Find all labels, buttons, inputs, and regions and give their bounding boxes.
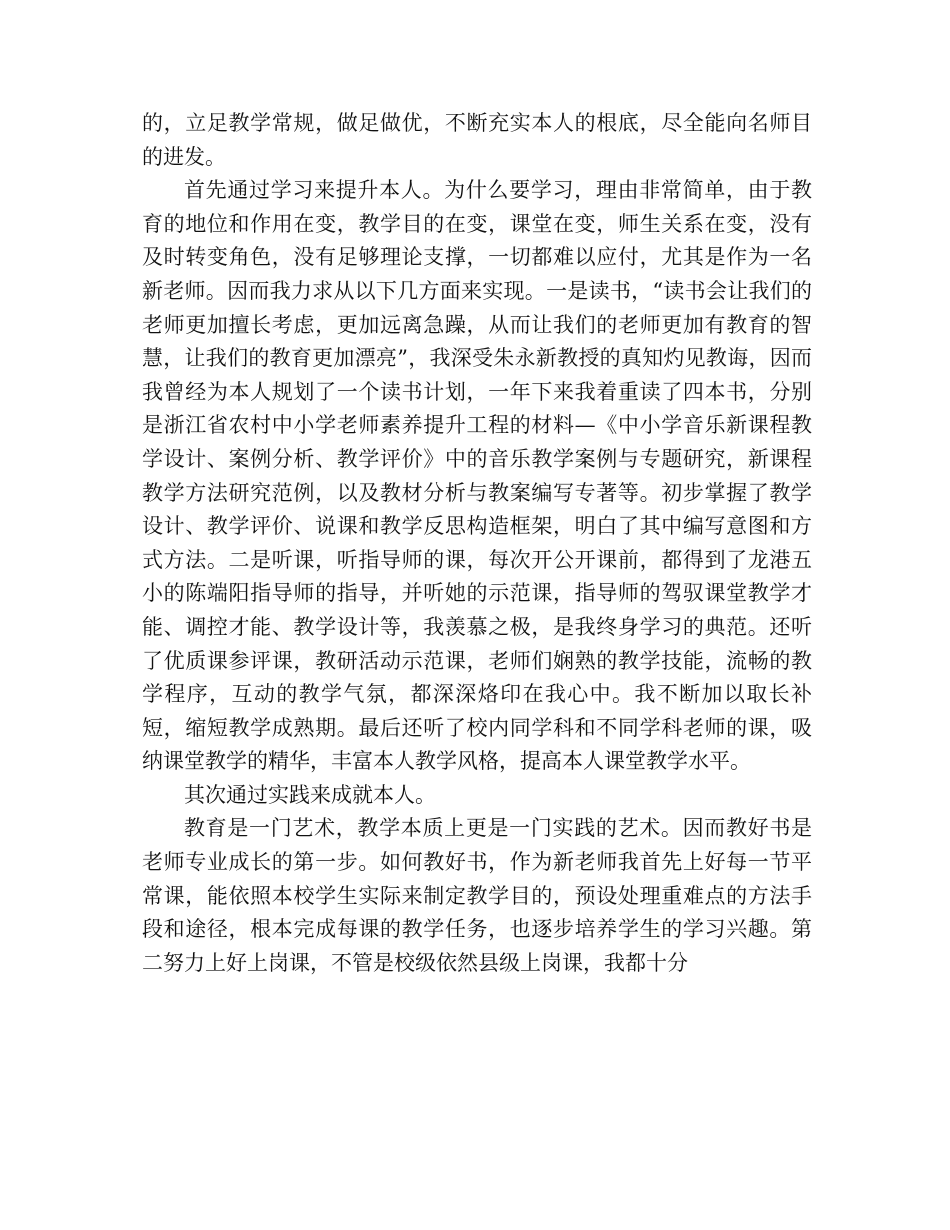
paragraph-learning: 首先通过学习来提升本人。为什么要学习，理由非常简单，由于教育的地位和作用在变，教学目的在变，课堂在变，师生关系在变，没有及时转变角色，没有足够理论支撑，一切都难以应付，尤其是作为一名新老师。因而我力求从以下几方面来实现。一是读书，“读书会让我们的老师更加擅长考虑，更加远离急躁，从而让我们的老师更加有教育的智慧，让我们的教育更加漂亮”，我深受朱永新教授的真知灼见教诲，因而我曾经为本人规划了一个读书计划，一年下来我着重读了四本书，分别是浙江省农村中小学老师素养提升工程的材料—《中小学音乐新课程教学设计、案例分析、教学评价》中的音乐教学案例与专题研究，新课程教学方法研究范例，以及教材分析与教案编写专著等。初步掌握了教学设计、教学评价、说课和教学反思构造框架，明白了其中编写意图和方式方法。二是听课，听指导师的课，每次开公开课前，都得到了龙港五小的陈端阳指导师的指导，并听她的示范课，指导师的驾驭课堂教学才能、调控才能、教学设计等，我羡慕之极，是我终身学习的典范。还听了优质课参评课，教研活动示范课，老师们娴熟的教学技能，流畅的教学程序，互动的教学气氛，都深深烙印在我心中。我不断加以取长补短，缩短教学成熟期。最后还听了校内同学科和不同学科老师的课，吸纳课堂教学的精华，丰富本人教学风格，提高本人课堂教学水平。 — [142, 178, 812, 774]
paragraph-continuation: 的，立足教学常规，做足做优，不断充实本人的根底，尽全能向名师目的进发。 — [142, 111, 812, 169]
paragraph-practice-heading: 其次通过实践来成就本人。 — [184, 782, 436, 807]
body-text — [142, 107, 812, 980]
paragraph-teaching-art: 教育是一门艺术，教学本质上更是一门实践的艺术。因而教好书是老师专业成长的第一步。如何教好书，作为新老师我首先上好每一节平常课，能依照本校学生实际来制定教学目的，预设处理重难点的方法手段和途径，根本完成每课的教学任务，也逐步培养学生的学习兴趣。第二努力上好上岗课，不管是校级依然县级上岗课，我都十分 — [142, 816, 812, 975]
